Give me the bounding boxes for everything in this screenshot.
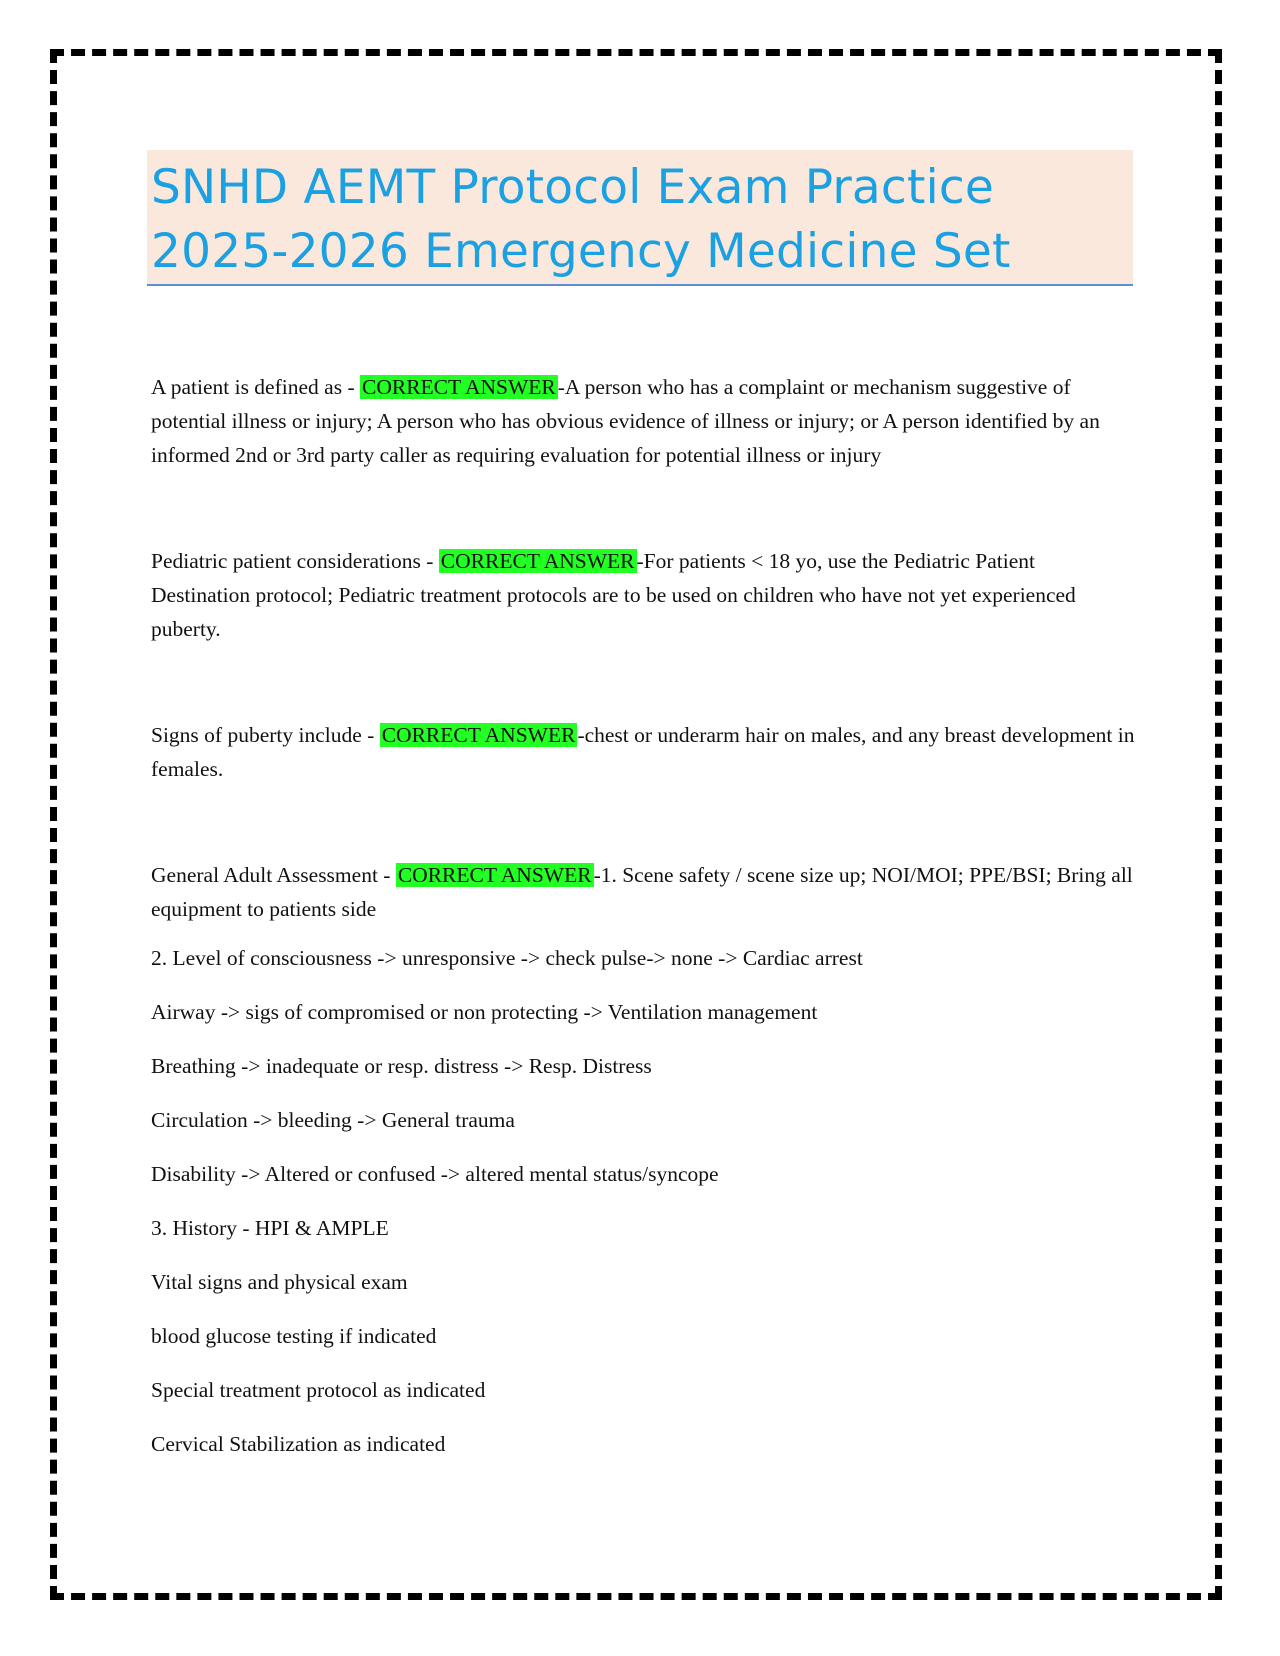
assessment-step: blood glucose testing if indicated [151,1324,437,1348]
assessment-step: Special treatment protocol as indicated [151,1378,486,1402]
title-line-1: SNHD AEMT Protocol Exam Practice [151,160,995,215]
title-line-2: 2025-2026 Emergency Medicine Set [151,224,1011,279]
question-text: General Adult Assessment - [151,863,396,887]
assessment-step: 3. History - HPI & AMPLE [151,1216,389,1240]
question-text: A patient is defined as - [151,375,360,399]
question-text: Signs of puberty include - [151,723,380,747]
assessment-step: Cervical Stabilization as indicated [151,1432,446,1456]
answer-text: -A person who has a complaint or mechanism suggestive of potential illness or injury; A person who has obvious evidence of illness or injury; or A person identified by an informed 2nd or 3rd party caller as requiring evaluation for potential illness or injury [151,375,1100,467]
qa-item [151,718,1137,786]
correct-answer-label: CORRECT ANSWER [440,549,635,573]
assessment-step: Circulation -> bleeding -> General trauma [151,1108,515,1132]
qa-item [151,544,1137,646]
assessment-step: Disability -> Altered or confused -> altered mental status/syncope [151,1162,719,1186]
correct-answer-label: CORRECT ANSWER [361,375,556,399]
answer-text: -For patients < 18 yo, use the Pediatric Patient Destination protocol; Pediatric treatment protocols are to be used on children who have not yet experienced puberty. [151,549,1076,641]
correct-answer-label: CORRECT ANSWER [381,723,576,747]
correct-answer-label: CORRECT ANSWER [397,863,592,887]
answer-text: -1. Scene safety / scene size up; NOI/MOI; PPE/BSI; Bring all equipment to patients side [151,863,1133,921]
answer-text: -chest or underarm hair on males, and any breast development in females. [151,723,1135,781]
assessment-step: Breathing -> inadequate or resp. distress -> Resp. Distress [151,1054,652,1078]
assessment-step: Airway -> sigs of compromised or non protecting -> Ventilation management [151,1000,818,1024]
qa-item [151,858,1137,926]
question-text: Pediatric patient considerations - [151,549,439,573]
document-title [147,150,1133,286]
document-body [151,370,1137,1481]
assessment-step: 2. Level of consciousness -> unresponsive -> check pulse-> none -> Cardiac arrest [151,946,863,970]
qa-item [151,370,1137,472]
assessment-step: Vital signs and physical exam [151,1270,408,1294]
